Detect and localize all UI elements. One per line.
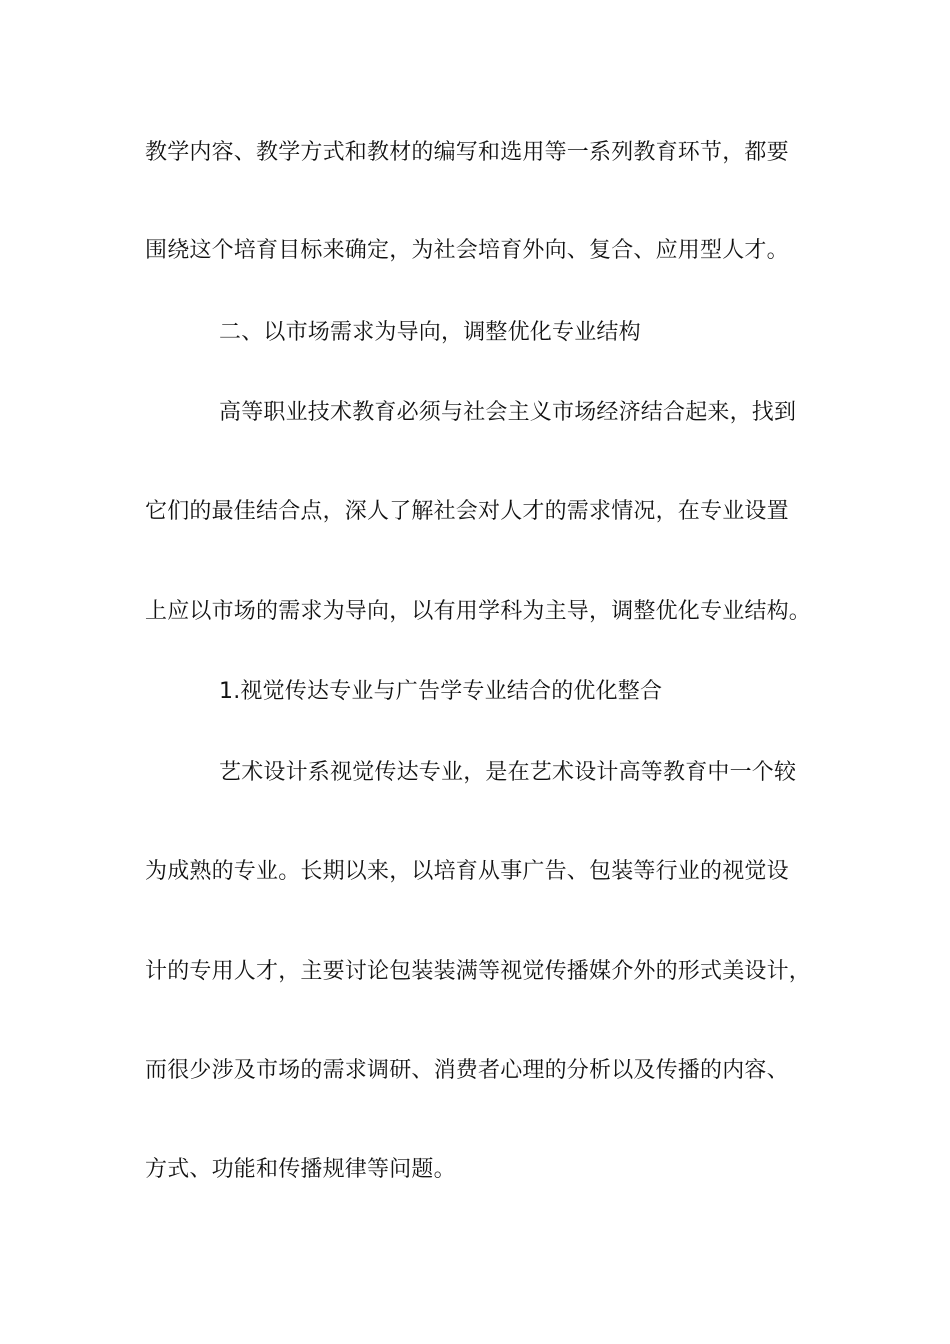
text-line-2: 围绕这个培育目标来确定，为社会培育外向、复合、应用型人才。 [145, 238, 789, 263]
section-heading-2: 二、以市场需求为导向，调整优化专业结构 [219, 320, 641, 345]
paragraph-start-2: 艺术设计系视觉传达专业，是在艺术设计高等教育中一个较 [219, 760, 797, 785]
text-line-6: 上应以市场的需求为导向，以有用学科为主导，调整优化专业结构。 [145, 599, 812, 624]
text-line-10: 计的专用人才，主要讨论包装装满等视觉传播媒介外的形式美设计， [145, 959, 812, 984]
paragraph-start-1: 高等职业技术教育必须与社会主义市场经济结合起来，找到 [219, 400, 797, 425]
text-line-1: 教学内容、教学方式和教材的编写和选用等一系列教育环节，都要 [145, 140, 789, 165]
subsection-heading-1: 1.视觉传达专业与广告学专业结合的优化整合 [219, 679, 663, 704]
text-line-5: 它们的最佳结合点，深人了解社会对人才的需求情况，在专业设置 [145, 499, 789, 524]
text-line-9: 为成熟的专业。长期以来，以培育从事广告、包装等行业的视觉设 [145, 859, 789, 884]
text-line-11: 而很少涉及市场的需求调研、消费者心理的分析以及传播的内容、 [145, 1058, 789, 1083]
text-line-12: 方式、功能和传播规律等问题。 [145, 1157, 456, 1182]
